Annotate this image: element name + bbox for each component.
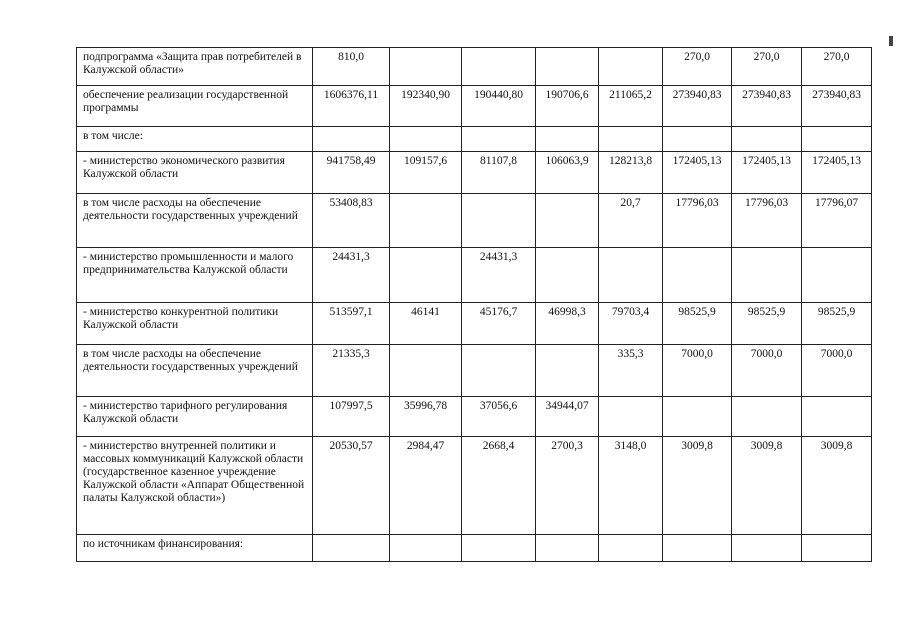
value-cell: 53408,83 bbox=[313, 194, 390, 248]
table-row bbox=[77, 303, 872, 345]
value-cell bbox=[663, 127, 732, 152]
value-cell: 3148,0 bbox=[599, 437, 663, 535]
row-label: подпрограмма «Защита прав потребителей в Калужской области» bbox=[77, 48, 313, 86]
table-row bbox=[77, 397, 872, 437]
value-cell: 7000,0 bbox=[802, 345, 872, 397]
value-cell: 107997,5 bbox=[313, 397, 390, 437]
row-label: в том числе: bbox=[77, 127, 313, 152]
row-label: в том числе расходы на обеспечение деятельности государственных учреждений bbox=[77, 345, 313, 397]
value-cell: 3009,8 bbox=[802, 437, 872, 535]
table-row bbox=[77, 194, 872, 248]
value-cell bbox=[732, 397, 802, 437]
value-cell bbox=[313, 535, 390, 562]
value-cell bbox=[599, 397, 663, 437]
value-cell: 79703,4 bbox=[599, 303, 663, 345]
value-cell bbox=[390, 48, 462, 86]
value-cell: 20,7 bbox=[599, 194, 663, 248]
value-cell bbox=[599, 248, 663, 303]
row-label: - министерство экономического развития Калужской области bbox=[77, 152, 313, 194]
value-cell bbox=[536, 248, 599, 303]
value-cell: 273940,83 bbox=[732, 86, 802, 127]
table-row bbox=[77, 248, 872, 303]
table-row bbox=[77, 127, 872, 152]
value-cell bbox=[536, 345, 599, 397]
value-cell bbox=[462, 194, 536, 248]
value-cell bbox=[663, 248, 732, 303]
value-cell bbox=[462, 127, 536, 152]
value-cell bbox=[390, 345, 462, 397]
value-cell: 98525,9 bbox=[663, 303, 732, 345]
row-label: - министерство конкурентной политики Калужской области bbox=[77, 303, 313, 345]
value-cell bbox=[390, 127, 462, 152]
row-label: по источникам финансирования: bbox=[77, 535, 313, 562]
value-cell: 190440,80 bbox=[462, 86, 536, 127]
value-cell: 270,0 bbox=[732, 48, 802, 86]
table-row bbox=[77, 535, 872, 562]
budget-table bbox=[76, 47, 872, 562]
value-cell bbox=[599, 48, 663, 86]
row-label: - министерство промышленности и малого предпринимательства Калужской области bbox=[77, 248, 313, 303]
value-cell bbox=[390, 535, 462, 562]
value-cell: 810,0 bbox=[313, 48, 390, 86]
value-cell: 941758,49 bbox=[313, 152, 390, 194]
value-cell: 34944,07 bbox=[536, 397, 599, 437]
value-cell bbox=[313, 127, 390, 152]
value-cell: 109157,6 bbox=[390, 152, 462, 194]
value-cell bbox=[599, 535, 663, 562]
value-cell: 106063,9 bbox=[536, 152, 599, 194]
value-cell: 24431,3 bbox=[462, 248, 536, 303]
value-cell: 211065,2 bbox=[599, 86, 663, 127]
value-cell: 3009,8 bbox=[732, 437, 802, 535]
value-cell: 513597,1 bbox=[313, 303, 390, 345]
value-cell: 98525,9 bbox=[732, 303, 802, 345]
value-cell bbox=[732, 535, 802, 562]
value-cell: 24431,3 bbox=[313, 248, 390, 303]
value-cell bbox=[390, 248, 462, 303]
value-cell bbox=[802, 127, 872, 152]
row-label: в том числе расходы на обеспечение деятельности государственных учреждений bbox=[77, 194, 313, 248]
page-edge-mark bbox=[889, 36, 893, 46]
value-cell: 7000,0 bbox=[663, 345, 732, 397]
value-cell: 1606376,11 bbox=[313, 86, 390, 127]
value-cell bbox=[732, 248, 802, 303]
value-cell: 2700,3 bbox=[536, 437, 599, 535]
value-cell: 190706,6 bbox=[536, 86, 599, 127]
value-cell: 46141 bbox=[390, 303, 462, 345]
value-cell: 45176,7 bbox=[462, 303, 536, 345]
value-cell: 81107,8 bbox=[462, 152, 536, 194]
value-cell: 35996,78 bbox=[390, 397, 462, 437]
value-cell: 192340,90 bbox=[390, 86, 462, 127]
value-cell: 17796,03 bbox=[732, 194, 802, 248]
value-cell: 172405,13 bbox=[732, 152, 802, 194]
value-cell bbox=[462, 345, 536, 397]
value-cell bbox=[732, 127, 802, 152]
value-cell: 20530,57 bbox=[313, 437, 390, 535]
value-cell bbox=[802, 248, 872, 303]
value-cell: 46998,3 bbox=[536, 303, 599, 345]
value-cell: 270,0 bbox=[663, 48, 732, 86]
value-cell bbox=[802, 397, 872, 437]
table-row bbox=[77, 437, 872, 535]
value-cell: 128213,8 bbox=[599, 152, 663, 194]
value-cell: 21335,3 bbox=[313, 345, 390, 397]
value-cell: 17796,03 bbox=[663, 194, 732, 248]
table-row bbox=[77, 48, 872, 86]
value-cell bbox=[802, 535, 872, 562]
value-cell: 7000,0 bbox=[732, 345, 802, 397]
value-cell bbox=[462, 535, 536, 562]
value-cell: 17796,07 bbox=[802, 194, 872, 248]
row-label: - министерство внутренней политики и массовых коммуникаций Калужской области (государственное казенное учреждение Калужской области «Аппарат Общественной палаты Калужской области») bbox=[77, 437, 313, 535]
value-cell bbox=[536, 535, 599, 562]
row-label: обеспечение реализации государственной программы bbox=[77, 86, 313, 127]
value-cell bbox=[462, 48, 536, 86]
value-cell: 2984,47 bbox=[390, 437, 462, 535]
value-cell: 2668,4 bbox=[462, 437, 536, 535]
value-cell bbox=[390, 194, 462, 248]
budget-table-body bbox=[77, 48, 872, 562]
value-cell: 37056,6 bbox=[462, 397, 536, 437]
value-cell: 270,0 bbox=[802, 48, 872, 86]
value-cell bbox=[663, 397, 732, 437]
value-cell bbox=[663, 535, 732, 562]
table-row bbox=[77, 152, 872, 194]
value-cell: 172405,13 bbox=[663, 152, 732, 194]
value-cell: 98525,9 bbox=[802, 303, 872, 345]
value-cell bbox=[599, 127, 663, 152]
value-cell: 3009,8 bbox=[663, 437, 732, 535]
value-cell bbox=[536, 127, 599, 152]
row-label: - министерство тарифного регулирования Калужской области bbox=[77, 397, 313, 437]
value-cell: 273940,83 bbox=[802, 86, 872, 127]
value-cell bbox=[536, 48, 599, 86]
value-cell: 172405,13 bbox=[802, 152, 872, 194]
value-cell: 273940,83 bbox=[663, 86, 732, 127]
table-row bbox=[77, 86, 872, 127]
value-cell bbox=[536, 194, 599, 248]
table-row bbox=[77, 345, 872, 397]
value-cell: 335,3 bbox=[599, 345, 663, 397]
